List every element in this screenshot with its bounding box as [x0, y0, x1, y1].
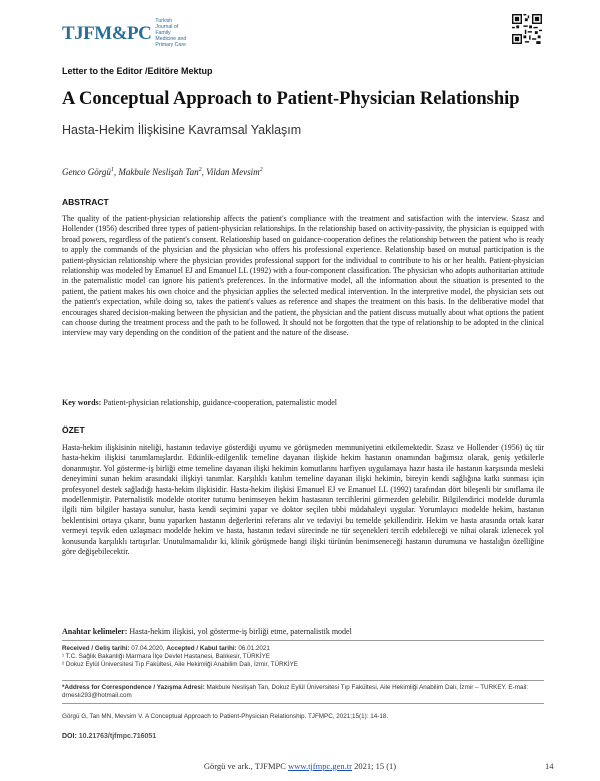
footer-suffix: 2021; 15 (1)	[354, 761, 397, 771]
citation: Görgü G, Tan MN, Mevsim V. A Conceptual Approach to Patient-Physician Relationship. TJFMPC, 2021;15(1): 14-18.	[62, 713, 389, 720]
keywords-label: Key words:	[62, 398, 102, 407]
author-affil-sup: 2	[259, 167, 263, 173]
journal-logo[interactable]	[62, 20, 188, 46]
divider	[62, 703, 544, 704]
keywords-text: Patient-physician relationship, guidance-cooperation, paternalistic model	[103, 398, 338, 407]
correspondence-text: Makbule Neslişah Tan, Dokuz Eylül Üniversitesi Tıp Fakültesi, Aile Hekimliği Anabilim Dalı, İzmir – TURKEY. E-mail: drneslı293@hotmail.com	[62, 684, 529, 700]
abstract-text: The quality of the patient-physician relationship affects the patient's compliance with the treatment and satisfaction with the interview. Szasz and Hollender (1956) described three types of patient-physician relationships. In the relationship based on activity-passivity, the physician is equipped with broad powers, regardless of the patient's consent. Relationship based on guidance-cooperation defines the relationship between the patient who is ready to apply the commands of the physician and the physician who offers his professional experience. Relationship based on mutual participation is the patient-physician relationship where the physician provides professional support for the individual to contribute to his or her health. Patient-physician relationship was modeled by Emanuel EJ and Emanuel LL (1992) with a four-component classification. The physician who adopts authoritarian attitude in the paternalistic model can ignore his patient's preferences. In the informative model, all the information about the situation is presented to the patient, the patient makes his own choice and the physician applies the selected medical intervention. In the interpretive model, the physician sets out the patient's expectation, while doing so, takes the patient's values as reference and shapes the treatment on this basis. In the deliberative model that encourages shared decision-making between the physician and the patient, the physician and the patient discuss mutually about what options the patient can choose during the treatment process and the path to be followed. It should not be forgotten that the type of relationship to be adopted in the clinical interview may vary depending on the condition of the patient and the nature of the disease.	[62, 214, 544, 338]
keywords-line	[62, 398, 544, 407]
doi-link[interactable]: 10.21763/tjfmpc.716051	[78, 733, 157, 740]
article-subtitle: Hasta-Hekim İlişkisine Kavramsal Yaklaşım	[62, 123, 302, 137]
doi-label: DOI:	[62, 733, 77, 740]
article-type-label: Letter to the Editor /Editöre Mektup	[62, 66, 213, 76]
author-separator: ,	[201, 167, 207, 177]
doi-line	[62, 733, 156, 740]
affiliation-2: ² Dokuz Eylül Üniversitesi Tıp Fakültesi, Aile Hekimliği Anabilim Dalı, İzmir, TÜRKİYE	[62, 661, 298, 668]
received-label: Received / Geliş tarihi:	[62, 645, 130, 652]
page-number: 14	[545, 761, 554, 771]
accepted-date: 06.01.2021	[238, 645, 270, 652]
abstract-heading: ABSTRACT	[62, 197, 109, 207]
author-affil-sup: 1	[110, 167, 114, 173]
anahtar-kelimeler-line	[62, 627, 544, 636]
anahtar-kelimeler-label: Anahtar kelimeler:	[62, 627, 128, 636]
divider	[62, 640, 544, 641]
ozet-text: Hasta-hekim ilişkisinin niteliği, hastanın tedaviye gösterdiği uyumu ve görüşmeden memnuniyetini etkilemektedir. Szasz ve Hollender (1956) üç tür hasta-hekim ilişkisi tanımlamışlardır. Etkinlik-edilgenlik temeline dayanan ilişkide hekim hastanın onamından bağımsız olarak, geniş yetkilerle donanmıştır. Yol gösterme-iş birliği etme temeline dayanan ilişki hekimin komutlarını harfiyen uygulamaya hazır hasta ile hastanın karşısında mesleki deneyimini sunan hekim arasındaki ilişkiyi tanımlar. Karşılıklı katılım temeline dayanan ilişki hekimin, bireyin kendi sağlığına katkı sunması için profesyonel destek sağladığı hasta-hekim ilişkisidir. Hasta-hekim ilişkisi Emanuel EJ ve Emanuel LL (1992) tarafından dört bileşenli bir sınıflama ile modellenmiştir. Paternalistik modelde otoriter tutumu benimseyen hekim hastasının tercihlerini görmezden gelebilir. Bilgilendirici modelde durumla ilgili tüm bilgiler hastaya sunulur, hasta kendi seçimini yapar ve doktor seçilen tıbbi müdahaleyi uygular. Yorumlayıcı modelde hekim, hastanın beklentisini ortaya çıkarır, bunu yaparken hastanın değerlerini referans alır ve tedaviyi bu temelde şekillendirir. Hekim ve hasta arasında ortak karar vermeyi teşvik eden uzlaşmacı modelde hekim ve hasta, hastanın tedavi sürecinde ne tür seçenekleri tercih edebileceği ve nihai olarak izlenecek yol konusunda karşılıklı tartışırlar. Unutulmamalıdır ki, klinik görüşmede hangi ilişki türünün benimseneceği hastanın durumuna ve hastalığın özelliğine göre değişebilecektir.	[62, 443, 544, 557]
divider	[62, 680, 544, 681]
journal-url-link[interactable]: www.tjfmpc.gen.tr	[288, 761, 352, 771]
logo-text: Turkish Journal of Family Medicine and Primary Care	[155, 18, 187, 48]
correspondence-label: *Address for Correspondence / Yazışma Adresi:	[62, 684, 205, 691]
logo-mark: TJFM&PC	[62, 22, 152, 44]
correspondence	[62, 684, 544, 701]
affiliation-1: ¹ T.C. Sağlık Bakanlığı Marmara İlçe Devlet Hastanesi, Balıkesir, TÜRKİYE	[62, 653, 270, 660]
page-footer	[0, 761, 600, 771]
author-name[interactable]: Vildan Mevsim	[206, 167, 260, 177]
accepted-label: Accepted / Kabul tarihi:	[166, 645, 237, 652]
article-title: A Conceptual Approach to Patient-Physician Relationship	[62, 89, 520, 109]
ozet-heading: ÖZET	[62, 425, 85, 435]
author-separator: ,	[113, 167, 119, 177]
footer-prefix: Görgü ve ark., TJFMPC	[203, 761, 286, 771]
author-name[interactable]: Makbule Neslişah Tan	[118, 167, 199, 177]
anahtar-kelimeler-text: Hasta-hekim ilişkisi, yol gösterme-iş birliği etme, paternalistik model	[129, 627, 352, 636]
author-name[interactable]: Genco Görgü	[62, 167, 111, 177]
author-list	[62, 167, 263, 177]
author-affil-sup: 2	[198, 167, 202, 173]
received-date: 07.04.2020,	[131, 645, 165, 652]
qr-code-icon	[512, 14, 542, 44]
